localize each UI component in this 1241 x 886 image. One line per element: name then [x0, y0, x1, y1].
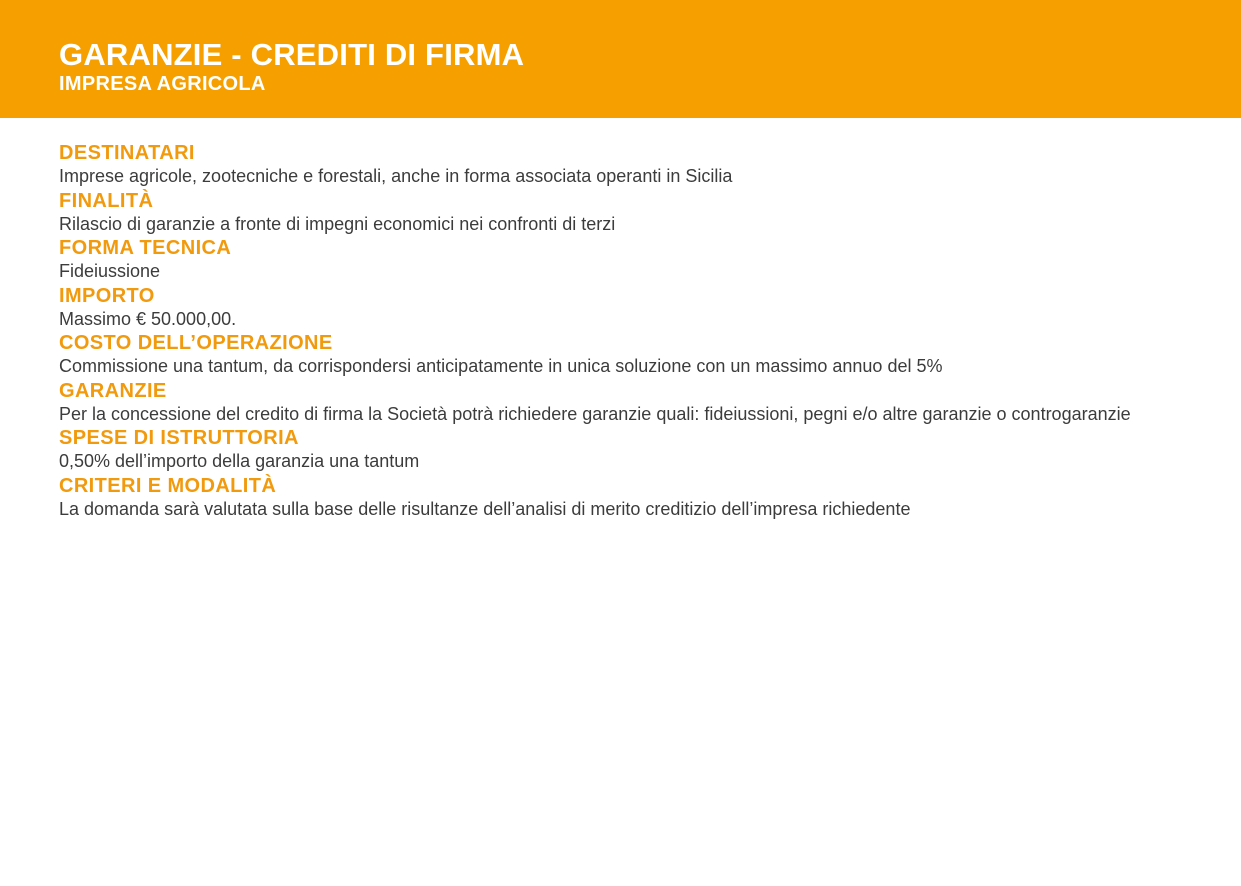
section-finalita: [59, 189, 1181, 237]
section-body: Fideiussione: [59, 261, 161, 281]
section-body: Imprese agricole, zootecniche e forestali, anche in forma associata operanti in Sicilia: [59, 166, 733, 186]
section-heading: CRITERI E MODALITÀ: [59, 474, 277, 497]
content-area: [59, 141, 1181, 521]
page-subtitle: IMPRESA AGRICOLA: [59, 73, 266, 95]
section-body: Per la concessione del credito di firma la Società potrà richiedere garanzie quali: fideiussioni, pegni e/o altre garanzie o controgaranzie: [59, 403, 1131, 424]
section-heading: COSTO DELL’OPERAZIONE: [59, 332, 333, 354]
section-heading: SPESE DI ISTRUTTORIA: [59, 427, 299, 449]
section-spese-istruttoria: [59, 426, 1181, 474]
section-criteri-modalita: [59, 474, 1181, 522]
section-heading: DESTINATARI: [59, 142, 195, 164]
section-forma-tecnica: [59, 236, 1181, 284]
section-body: Commissione una tantum, da corrispondersi anticipatamente in unica soluzione con un massimo annuo del 5%: [59, 356, 943, 376]
section-body: La domanda sarà valutata sulla base delle risultanze dell’analisi di merito creditizio dell’impresa richiedente: [59, 498, 911, 519]
section-heading: IMPORTO: [59, 284, 155, 307]
section-costo-operazione: [59, 331, 1181, 379]
page-title: GARANZIE - CREDITI DI FIRMA: [59, 37, 525, 72]
section-body: 0,50% dell’importo della garanzia una tantum: [59, 451, 420, 471]
section-garanzie: [59, 379, 1181, 427]
section-heading: FINALITÀ: [59, 189, 154, 212]
section-body: Massimo € 50.000,00.: [59, 308, 237, 329]
header-banner: [0, 0, 1241, 118]
section-destinatari: [59, 141, 1181, 189]
section-heading: FORMA TECNICA: [59, 237, 232, 259]
section-body: Rilascio di garanzie a fronte di impegni economici nei confronti di terzi: [59, 213, 616, 234]
section-importo: [59, 284, 1181, 332]
section-heading: GARANZIE: [59, 379, 167, 402]
